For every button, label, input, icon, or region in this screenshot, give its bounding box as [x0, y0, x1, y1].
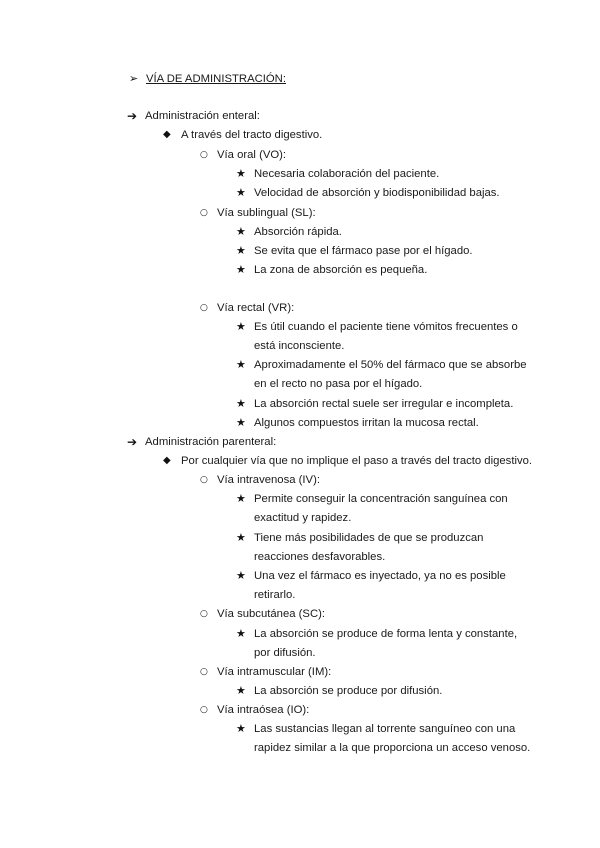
circle-bullet-icon: ○: [200, 303, 208, 313]
parenteral-description: Por cualquier vía que no implique el paso a través del tracto digestivo.: [181, 455, 533, 467]
list-item: Es útil cuando el paciente tiene vómitos frecuentes o: [254, 321, 518, 333]
circle-bullet-icon: ○: [200, 667, 208, 677]
star-bullet-icon: ★: [236, 627, 246, 640]
section-title: VÍA DE ADMINISTRACIÓN:: [146, 73, 286, 85]
star-bullet-icon: ★: [236, 684, 246, 697]
star-bullet-icon: ★: [236, 416, 246, 429]
parenteral-heading: Administración parenteral:: [145, 436, 277, 448]
list-item: Absorción rápida.: [254, 226, 342, 238]
star-bullet-icon: ★: [236, 225, 246, 238]
circle-bullet-icon: ○: [200, 705, 208, 715]
star-bullet-icon: ★: [236, 492, 246, 505]
list-item: Una vez el fármaco es inyectado, ya no es posible: [254, 570, 506, 582]
circle-bullet-icon: ○: [200, 150, 208, 160]
list-item: Aproximadamente el 50% del fármaco que se absorbe: [254, 359, 527, 371]
list-item-continuation: retirarlo.: [254, 589, 296, 601]
arrowhead-bullet-icon: ➢: [129, 72, 139, 85]
list-item-continuation: reacciones desfavorables.: [254, 551, 386, 563]
star-bullet-icon: ★: [236, 397, 246, 410]
list-item: Se evita que el fármaco pase por el hígado.: [254, 245, 473, 257]
list-item: Tiene más posibilidades de que se produzcan: [254, 532, 484, 544]
star-bullet-icon: ★: [236, 531, 246, 544]
star-bullet-icon: ★: [236, 167, 246, 180]
list-item-continuation: rapidez similar a la que proporciona un acceso venoso.: [254, 742, 531, 754]
route-subcutaneous-label: Vía subcutánea (SC):: [217, 608, 326, 620]
route-intravenous-label: Vía intravenosa (IV):: [217, 474, 320, 486]
list-item: Permite conseguir la concentración sanguínea con: [254, 493, 508, 505]
circle-bullet-icon: ○: [200, 208, 208, 218]
list-item: Las sustancias llegan al torrente sanguíneo con una: [254, 723, 516, 735]
diamond-bullet-icon: ◆: [163, 455, 171, 466]
star-bullet-icon: ★: [236, 320, 246, 333]
route-rectal-label: Vía rectal (VR):: [217, 302, 295, 314]
star-bullet-icon: ★: [236, 722, 246, 735]
list-item-continuation: por difusión.: [254, 647, 316, 659]
arrow-bullet-icon: ➔: [127, 435, 138, 449]
list-item-continuation: exactitud y rapidez.: [254, 512, 352, 524]
arrow-bullet-icon: ➔: [127, 109, 138, 123]
circle-bullet-icon: ○: [200, 609, 208, 619]
route-intraosseous-label: Vía intraósea (IO):: [217, 704, 310, 716]
star-bullet-icon: ★: [236, 244, 246, 257]
list-item-continuation: está inconsciente.: [254, 340, 345, 352]
route-oral-label: Vía oral (VO):: [217, 149, 287, 161]
route-sublingual-label: Vía sublingual (SL):: [217, 207, 316, 219]
circle-bullet-icon: ○: [200, 475, 208, 485]
star-bullet-icon: ★: [236, 263, 246, 276]
star-bullet-icon: ★: [236, 569, 246, 582]
list-item: La absorción se produce por difusión.: [254, 685, 443, 697]
route-intramuscular-label: Vía intramuscular (IM):: [217, 666, 332, 678]
list-item: La absorción se produce de forma lenta y constante,: [254, 628, 518, 640]
enteral-heading: Administración enteral:: [145, 110, 260, 122]
list-item: Necesaria colaboración del paciente.: [254, 168, 440, 180]
enteral-description: A través del tracto digestivo.: [181, 129, 323, 141]
star-bullet-icon: ★: [236, 358, 246, 371]
list-item: Algunos compuestos irritan la mucosa rectal.: [254, 417, 479, 429]
star-bullet-icon: ★: [236, 186, 246, 199]
list-item: La zona de absorción es pequeña.: [254, 264, 428, 276]
list-item: Velocidad de absorción y biodisponibilidad bajas.: [254, 187, 500, 199]
diamond-bullet-icon: ◆: [163, 129, 171, 140]
list-item: La absorción rectal suele ser irregular e incompleta.: [254, 398, 514, 410]
list-item-continuation: en el recto no pasa por el hígado.: [254, 378, 423, 390]
